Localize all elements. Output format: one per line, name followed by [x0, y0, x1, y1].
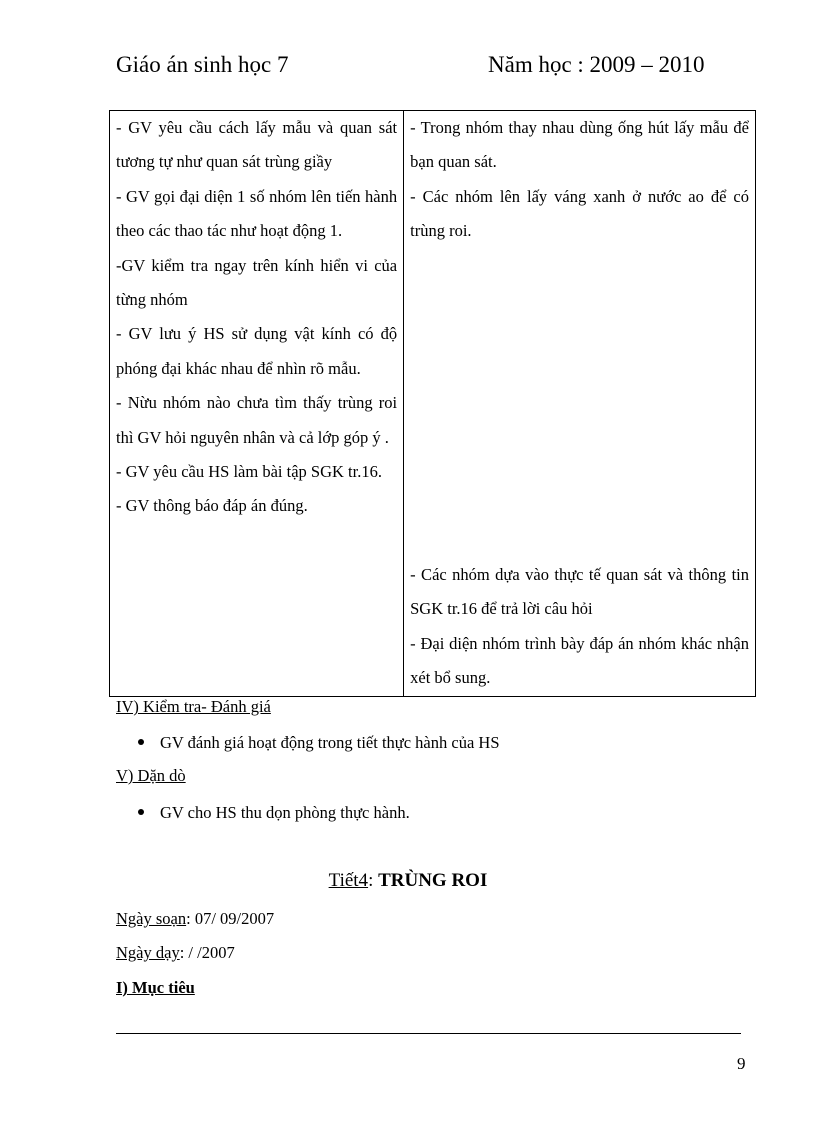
- teacher-step: - GV gọi đại diện 1 số nhóm lên tiến hành theo các thao tác như hoạt động 1.: [116, 186, 398, 241]
- page-header: [116, 52, 716, 82]
- section-iv-title: IV) Kiểm tra- Đánh giá: [116, 697, 271, 716]
- section-v-title: V) Dặn dò: [116, 766, 186, 785]
- teacher-step: - GV thông báo đáp án đúng.: [116, 496, 308, 516]
- student-step: - Đại diện nhóm trình bày đáp án nhóm khác nhận xét bổ sung.: [410, 633, 749, 688]
- page-number: 9: [737, 1054, 746, 1073]
- prep-date-label: Ngày soạn: [116, 909, 187, 928]
- prep-date: [116, 909, 274, 929]
- teach-date: [116, 943, 235, 963]
- footer-divider: [116, 1033, 741, 1034]
- student-block-bottom: [410, 558, 749, 696]
- student-activity-cell: [404, 111, 756, 697]
- teacher-step: - GV yêu cầu cách lấy mẫu và quan sát tương tự như quan sát trùng giầy: [116, 118, 398, 172]
- bullet-icon: [138, 809, 144, 815]
- teach-date-value: : / /2007: [179, 943, 235, 962]
- lesson-title: [0, 870, 816, 892]
- lesson-number: Tiết4: [328, 870, 369, 891]
- activity-table: [109, 110, 756, 697]
- section-v-bullet: [138, 803, 410, 823]
- student-step: - Các nhóm dựa vào thực tế quan sát và thông tin SGK tr.16 để trả lời câu hỏi: [410, 565, 749, 619]
- header-school-year: Năm học : 2009 – 2010: [488, 52, 705, 77]
- prep-date-value: : 07/ 09/2007: [186, 909, 275, 928]
- lesson-name: TRÙNG ROI: [378, 870, 488, 891]
- student-block-top: [410, 111, 749, 558]
- student-step: - Trong nhóm thay nhau dùng ống hút lấy mẫu để bạn quan sát.: [410, 118, 749, 172]
- teacher-step: - GV lưu ý HS sử dụng vật kính có độ phóng đại khác nhau để nhìn rõ mẫu.: [116, 324, 398, 378]
- teacher-step: - GV yêu cầu HS làm bài tập SGK tr.16.: [116, 462, 382, 482]
- section-iv-bullet: [138, 733, 500, 753]
- lesson-separator: :: [368, 870, 379, 891]
- objective-heading: I) Mục tiêu: [116, 978, 195, 997]
- section-v-bullet-text: GV cho HS thu dọn phòng thực hành.: [160, 803, 410, 822]
- student-step: - Các nhóm lên lấy váng xanh ở nước ao để có trùng roi.: [410, 186, 749, 241]
- header-subject: Giáo án sinh học 7: [116, 52, 289, 77]
- teacher-step: -GV kiểm tra ngay trên kính hiển vi của từng nhóm: [116, 255, 398, 310]
- teacher-step: - Nừu nhóm nào chưa tìm thấy trùng roi thì GV hỏi nguyên nhân và cả lớp góp ý .: [116, 393, 398, 447]
- bullet-icon: [138, 739, 144, 745]
- teacher-activity-cell: [110, 111, 404, 697]
- section-iv-bullet-text: GV đánh giá hoạt động trong tiết thực hành của HS: [160, 733, 500, 752]
- teach-date-label: Ngày dạy: [116, 943, 180, 962]
